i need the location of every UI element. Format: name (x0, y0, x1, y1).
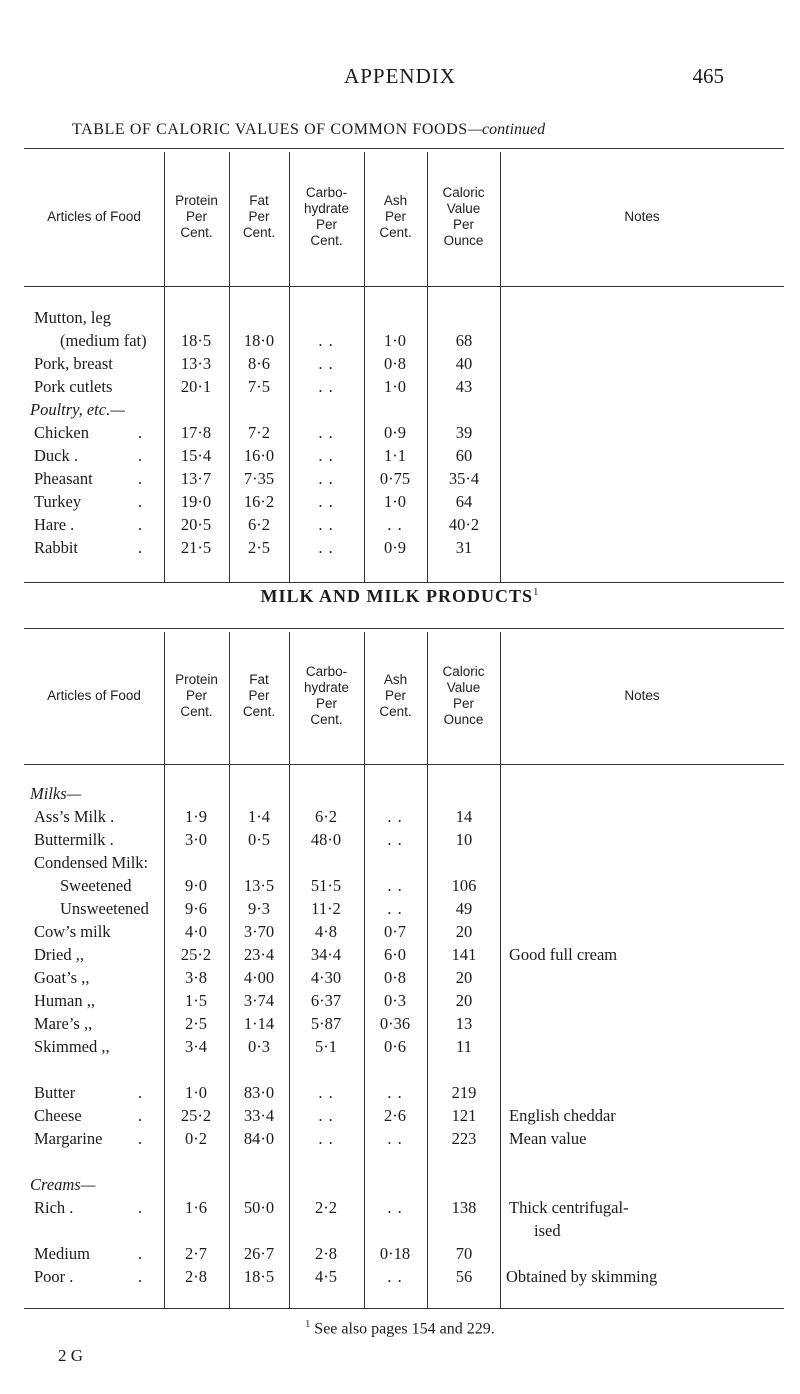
header-ash-line: Ash (383, 672, 408, 687)
food-name: Butter (34, 1083, 76, 1102)
header-fat (229, 672, 289, 720)
header-protein-line: Protein (175, 193, 218, 208)
cell-carbo: 5·1 (315, 1037, 337, 1056)
cell-protein: 2·8 (185, 1267, 207, 1286)
header-protein-line: Protein (175, 672, 218, 687)
table-row (24, 853, 784, 875)
food-name: Margarine (34, 1129, 103, 1148)
cell-note: Mean value (509, 1129, 587, 1148)
cell-cal: 14 (455, 807, 473, 826)
table-row (24, 876, 784, 898)
cell-fat: 7·35 (243, 469, 275, 488)
cell-protein: 25·2 (180, 1106, 212, 1125)
cell-carbo: 2·8 (315, 1244, 337, 1263)
section-heading-row (24, 784, 784, 806)
food-name: (medium fat) (60, 331, 147, 350)
footnote (0, 1319, 800, 1338)
cell-protein: 0·2 (185, 1129, 207, 1148)
cell-ash: . . (387, 1083, 403, 1102)
food-name: Human ,, (34, 991, 95, 1010)
header-ash-line: Cent. (379, 704, 412, 719)
cell-carbo: 2·2 (315, 1198, 337, 1217)
cell-protein: 1·0 (185, 1083, 207, 1102)
cell-fat: 6·2 (248, 515, 270, 534)
header-articles-of-food-line: Articles of Food (47, 209, 141, 224)
cell-cal: 49 (455, 899, 473, 918)
header-fat-line: Cent. (242, 225, 276, 240)
leader-dot: . (138, 1083, 143, 1102)
cell-fat: 26·7 (243, 1244, 275, 1263)
section-title (0, 586, 800, 607)
cell-ash: 2·6 (384, 1106, 406, 1125)
header-fat-line: Fat (249, 672, 269, 687)
cell-carbo: . . (318, 446, 334, 465)
cell-fat: 8·6 (248, 354, 270, 373)
cell-fat: 18·0 (243, 331, 275, 350)
cell-carbo: . . (318, 423, 334, 442)
table-row (24, 308, 784, 330)
cell-ash: 0·9 (384, 423, 406, 442)
cell-ash: 0·8 (384, 968, 406, 987)
leader-dot: . (138, 538, 143, 557)
header-fat-line: Cent. (242, 704, 276, 719)
cell-ash: 0·6 (384, 1037, 406, 1056)
cell-protein: 9·6 (185, 899, 207, 918)
food-name: Sweetened (60, 876, 132, 895)
food-name: Creams— (30, 1175, 96, 1194)
table-title-text: TABLE OF CALORIC VALUES OF COMMON FOODS (72, 121, 468, 138)
cell-protein: 21·5 (180, 538, 212, 557)
header-protein (164, 672, 229, 720)
header-caloric-value-line: Per (452, 696, 474, 711)
cell-fat: 50·0 (243, 1198, 275, 1217)
table-header-rule (24, 286, 784, 287)
food-name: Pork cutlets (34, 377, 113, 396)
food-name: Dried ,, (34, 945, 84, 964)
table-row (24, 991, 784, 1013)
cell-cal: 64 (455, 492, 473, 511)
table-bottom-rule (24, 582, 784, 583)
header-protein-line: Cent. (180, 225, 213, 240)
header-articles-of-food-line: Articles of Food (47, 688, 141, 703)
header-protein-line: Per (185, 688, 207, 703)
cell-ash: . . (387, 515, 403, 534)
cell-cal: 70 (455, 1244, 473, 1263)
cell-fat: 1·14 (243, 1014, 275, 1033)
cell-fat: 84·0 (243, 1129, 275, 1148)
header-fat-line: Fat (249, 193, 269, 208)
cell-cal: 31 (455, 538, 473, 557)
cell-protein: 15·4 (180, 446, 212, 465)
cell-carbo: . . (318, 515, 334, 534)
header-notes (500, 209, 784, 225)
cell-cal: 20 (455, 922, 473, 941)
cell-note: Thick centrifugal- (509, 1198, 629, 1217)
cell-ash: 1·1 (384, 446, 406, 465)
table-row (24, 1129, 784, 1151)
cell-ash: . . (387, 899, 403, 918)
cell-fat: 3·74 (243, 991, 275, 1010)
header-caloric-value (427, 185, 500, 249)
header-caloric-value-line: Ounce (443, 233, 484, 248)
cell-protein: 3·0 (185, 830, 207, 849)
cell-protein: 17·8 (180, 423, 212, 442)
leader-dot: . (138, 446, 143, 465)
milk-products-table (24, 628, 784, 1308)
table-row (24, 538, 784, 560)
cell-cal: 60 (455, 446, 473, 465)
cell-cal: 35·4 (448, 469, 480, 488)
food-name: Unsweetened (60, 899, 149, 918)
table-row (24, 446, 784, 468)
leader-dot: . (138, 1244, 143, 1263)
table-row (24, 1014, 784, 1036)
leader-dot: . (138, 1106, 143, 1125)
cell-cal: 20 (455, 991, 473, 1010)
cell-ash: 0·7 (384, 922, 406, 941)
cell-note: English cheddar (509, 1106, 616, 1125)
food-name: Pork, breast (34, 354, 113, 373)
cell-cal: 56 (455, 1267, 473, 1286)
cell-fat: 13·5 (243, 876, 275, 895)
food-name: Pheasant (34, 469, 93, 488)
table-top-rule (24, 628, 784, 629)
table-row (24, 1267, 784, 1289)
header-fat-line: Per (248, 209, 270, 224)
leader-dot: . (138, 515, 143, 534)
food-name: Hare . (34, 515, 75, 534)
header-carbohydrate-line: Carbo- (305, 185, 348, 200)
cell-ash: 6·0 (384, 945, 406, 964)
cell-cal: 219 (451, 1083, 477, 1102)
cell-cal: 141 (451, 945, 477, 964)
header-carbohydrate-line: hydrate (303, 201, 350, 216)
cell-cal: 11 (456, 1037, 472, 1056)
table-title-continued: —continued (467, 121, 546, 138)
table-row (24, 1037, 784, 1059)
cell-protein: 1·9 (185, 807, 207, 826)
cell-ash: 1·0 (384, 492, 406, 511)
cell-ash: . . (387, 1267, 403, 1286)
food-name: Turkey (34, 492, 82, 511)
cell-protein: 19·0 (180, 492, 212, 511)
cell-carbo: . . (318, 377, 334, 396)
header-ash-line: Cent. (379, 225, 412, 240)
table-row (24, 1083, 784, 1105)
header-carbohydrate-line: hydrate (303, 680, 350, 695)
table-row (24, 515, 784, 537)
table-row (24, 830, 784, 852)
cell-protein: 2·7 (185, 1244, 207, 1263)
cell-fat: 9·3 (248, 899, 270, 918)
table-row (24, 423, 784, 445)
food-name: Milks— (30, 784, 82, 803)
signature-mark: 2 G (58, 1346, 84, 1365)
table-title (72, 121, 545, 139)
food-name: Poor . (34, 1267, 74, 1286)
header-notes-line: Notes (624, 688, 660, 703)
cell-ash: 0·36 (379, 1014, 411, 1033)
table-row (24, 331, 784, 353)
header-articles-of-food (24, 688, 164, 704)
cell-ash: . . (387, 1129, 403, 1148)
cell-carbo: . . (318, 1083, 334, 1102)
leader-dot: . (138, 1198, 143, 1217)
leader-dot: . (138, 1129, 143, 1148)
cell-ash: 0·8 (384, 354, 406, 373)
cell-cal: 13 (455, 1014, 473, 1033)
table-row (24, 1198, 784, 1240)
cell-ash: 0·9 (384, 538, 406, 557)
header-ash-line: Per (384, 688, 406, 703)
food-name: Condensed Milk: (34, 853, 149, 872)
header-fat-line: Per (248, 688, 270, 703)
cell-protein: 13·7 (180, 469, 212, 488)
cell-cal: 43 (455, 377, 473, 396)
header-carbohydrate (289, 664, 364, 728)
food-name: Cow’s milk (34, 922, 111, 941)
header-ash (364, 672, 427, 720)
header-caloric-value-line: Ounce (443, 712, 484, 727)
header-carbohydrate-line: Cent. (310, 233, 343, 248)
cell-carbo: 4·30 (310, 968, 342, 987)
header-caloric-value-line: Caloric (442, 185, 485, 200)
cell-protein: 9·0 (185, 876, 207, 895)
cell-carbo: 4·8 (315, 922, 337, 941)
table-row (24, 469, 784, 491)
cell-fat: 16·0 (243, 446, 275, 465)
cell-carbo: . . (318, 492, 334, 511)
cell-ash: 1·0 (384, 331, 406, 350)
header-ash-line: Ash (383, 193, 408, 208)
cell-cal: 40·2 (448, 515, 480, 534)
leader-dot: . (138, 1267, 143, 1286)
food-name: Ass’s Milk . (34, 807, 115, 826)
cell-cal: 10 (455, 830, 473, 849)
table-row (24, 377, 784, 399)
cell-cal: 223 (451, 1129, 477, 1148)
cell-carbo: . . (318, 354, 334, 373)
table-row (24, 492, 784, 514)
table-row (24, 807, 784, 829)
cell-ash: . . (387, 876, 403, 895)
footnote-marker: 1 (305, 1319, 311, 1330)
food-name: Rabbit (34, 538, 78, 557)
food-name: Medium (34, 1244, 90, 1263)
header-protein-line: Cent. (180, 704, 213, 719)
cell-fat: 3·70 (243, 922, 275, 941)
cell-fat: 0·3 (248, 1037, 270, 1056)
cell-fat: 16·2 (243, 492, 275, 511)
header-carbohydrate (289, 185, 364, 249)
food-name: Mare’s ,, (34, 1014, 93, 1033)
cell-protein: 2·5 (185, 1014, 207, 1033)
section-title-text: MILK AND MILK PRODUCTS (260, 586, 533, 606)
table-bottom-rule (24, 1308, 784, 1309)
cell-carbo: 51·5 (310, 876, 342, 895)
food-name: Skimmed ,, (34, 1037, 110, 1056)
cell-carbo: 48·0 (310, 830, 342, 849)
food-name: Cheese (34, 1106, 82, 1125)
cell-carbo: . . (318, 1129, 334, 1148)
cell-carbo: 5·87 (310, 1014, 342, 1033)
cell-fat: 33·4 (243, 1106, 275, 1125)
cell-carbo: 6·37 (310, 991, 342, 1010)
cell-ash: 0·75 (379, 469, 411, 488)
cell-protein: 13·3 (180, 354, 212, 373)
header-protein (164, 193, 229, 241)
table-row (24, 1244, 784, 1266)
cell-protein: 20·1 (180, 377, 212, 396)
header-caloric-value-line: Value (446, 680, 481, 695)
meat-caloric-table (24, 148, 784, 582)
running-head (0, 64, 800, 94)
cell-fat: 83·0 (243, 1083, 275, 1102)
cell-cal: 68 (455, 331, 473, 350)
cell-carbo: 11·2 (311, 899, 341, 918)
food-name: Poultry, etc.— (30, 400, 125, 419)
food-name: Rich . (34, 1198, 74, 1217)
food-name: Duck . (34, 446, 78, 465)
cell-fat: 23·4 (243, 945, 275, 964)
cell-cal: 121 (451, 1106, 477, 1125)
header-carbohydrate-line: Per (315, 217, 337, 232)
cell-cal: 106 (451, 876, 477, 895)
cell-ash: 0·3 (384, 991, 406, 1010)
cell-note: Obtained by skimming (506, 1267, 658, 1286)
cell-ash: 1·0 (384, 377, 406, 396)
section-heading-row (24, 1175, 784, 1197)
cell-carbo: . . (318, 1106, 334, 1125)
leader-dot: . (138, 492, 143, 511)
table-row (24, 899, 784, 921)
cell-fat: 7·5 (248, 377, 270, 396)
header-ash (364, 193, 427, 241)
header-carbohydrate-line: Carbo- (305, 664, 348, 679)
footnote-text: See also pages 154 and 229. (314, 1320, 495, 1338)
cell-ash: . . (387, 830, 403, 849)
cell-cal: 39 (455, 423, 473, 442)
cell-protein: 25·2 (180, 945, 212, 964)
cell-cal: 20 (455, 968, 473, 987)
food-name: Mutton, leg (34, 308, 111, 327)
table-row (24, 945, 784, 967)
header-caloric-value (427, 664, 500, 728)
cell-fat: 4·00 (243, 968, 275, 987)
cell-carbo: 4·5 (315, 1267, 337, 1286)
running-head-title: APPENDIX (344, 64, 456, 88)
cell-ash: . . (387, 807, 403, 826)
header-caloric-value-line: Per (452, 217, 474, 232)
cell-protein: 3·4 (185, 1037, 207, 1056)
table-top-rule (24, 148, 784, 149)
food-name: Chicken (34, 423, 89, 442)
food-name: Goat’s ,, (34, 968, 90, 987)
cell-ash: . . (387, 1198, 403, 1217)
table-header-rule (24, 764, 784, 765)
header-articles-of-food (24, 209, 164, 225)
table-row (24, 922, 784, 944)
cell-protein: 4·0 (185, 922, 207, 941)
header-notes-line: Notes (624, 209, 660, 224)
header-caloric-value-line: Caloric (442, 664, 485, 679)
section-footnote-marker: 1 (533, 586, 540, 598)
page-number: 465 (692, 64, 724, 88)
header-ash-line: Per (384, 209, 406, 224)
cell-protein: 18·5 (180, 331, 212, 350)
header-caloric-value-line: Value (446, 201, 481, 216)
cell-protein: 1·6 (185, 1198, 207, 1217)
header-carbohydrate-line: Cent. (310, 712, 343, 727)
cell-carbo: . . (318, 538, 334, 557)
leader-dot: . (138, 469, 143, 488)
cell-carbo: 6·2 (315, 807, 337, 826)
cell-note: Good full cream (509, 945, 618, 964)
cell-fat: 7·2 (248, 423, 270, 442)
cell-protein: 3·8 (185, 968, 207, 987)
header-protein-line: Per (185, 209, 207, 224)
header-notes (500, 688, 784, 704)
cell-carbo: . . (318, 331, 334, 350)
cell-ash: 0·18 (379, 1244, 411, 1263)
cell-protein: 1·5 (185, 991, 207, 1010)
cell-fat: 0·5 (248, 830, 270, 849)
cell-fat: 18·5 (243, 1267, 275, 1286)
cell-note-continued: ised (534, 1221, 561, 1240)
header-carbohydrate-line: Per (315, 696, 337, 711)
cell-cal: 138 (451, 1198, 477, 1217)
cell-fat: 1·4 (248, 807, 270, 826)
leader-dot: . (138, 423, 143, 442)
table-row (24, 1106, 784, 1128)
header-fat (229, 193, 289, 241)
cell-cal: 40 (455, 354, 473, 373)
table-row (24, 354, 784, 376)
food-name: Buttermilk . (34, 830, 114, 849)
table-row (24, 968, 784, 990)
cell-protein: 20·5 (180, 515, 212, 534)
cell-carbo: . . (318, 469, 334, 488)
cell-fat: 2·5 (248, 538, 270, 557)
section-heading-row (24, 400, 784, 422)
cell-carbo: 34·4 (310, 945, 342, 964)
